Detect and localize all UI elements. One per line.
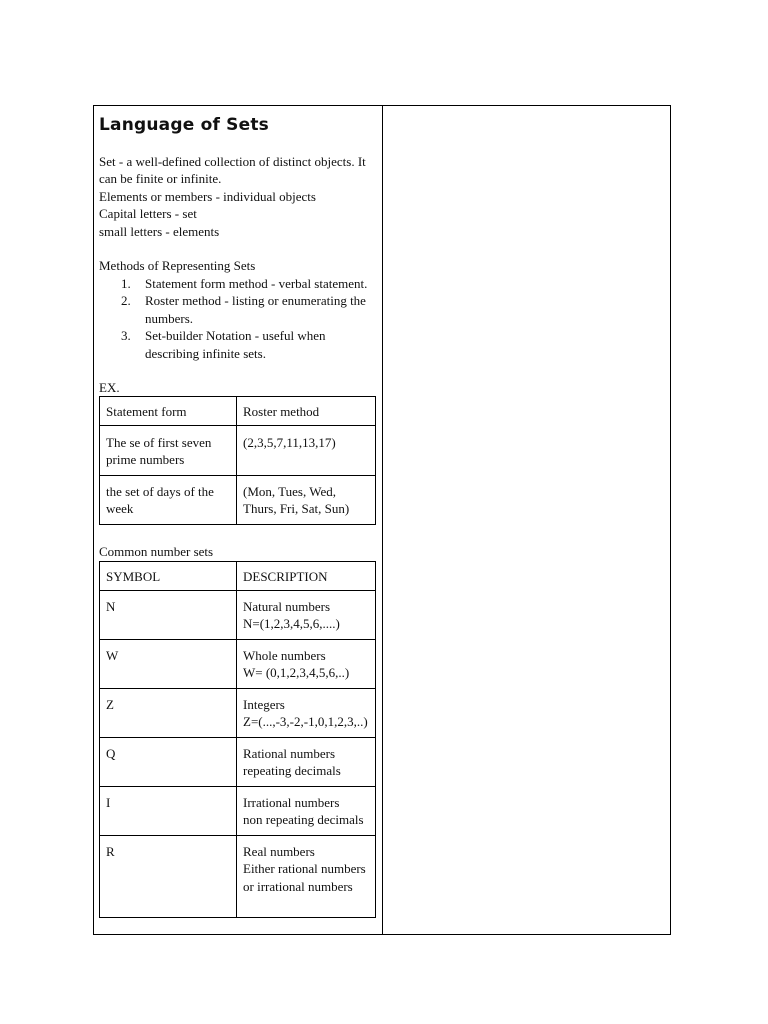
description-cell [237, 738, 376, 787]
description-line: Either rational numbers or irrational numbers [243, 861, 366, 894]
header-cell: SYMBOL [100, 562, 237, 591]
table-row [100, 836, 376, 918]
description-line: N=(1,2,3,4,5,6,....) [243, 616, 340, 632]
symbol-cell: Q [100, 738, 237, 787]
table-cell: (Mon, Tues, Wed, Thurs, Fri, Sat, Sun) [237, 476, 376, 525]
notes-column [94, 106, 383, 934]
description-cell [237, 787, 376, 836]
description-line: non repeating decimals [243, 812, 364, 828]
description-line: Z=(...,-3,-2,-1,0,1,2,3,..) [243, 714, 368, 730]
empty-right-column [383, 106, 670, 934]
method-item [99, 292, 377, 327]
description-cell [237, 836, 376, 918]
symbol-cell: W [100, 640, 237, 689]
method-text: Roster method - listing or enumerating the numbers. [145, 293, 366, 326]
description-cell [237, 689, 376, 738]
table-row [100, 640, 376, 689]
page-title: Language of Sets [99, 115, 269, 135]
table-row [100, 591, 376, 640]
method-item [99, 275, 377, 292]
definition-set: Set - a well-defined collection of distinct objects. It can be finite or infinite. [99, 154, 366, 187]
description-cell [237, 640, 376, 689]
description-line: Whole numbers [243, 648, 326, 663]
definitions [99, 153, 377, 240]
definition-elements: Elements or members - individual objects [99, 188, 316, 204]
table-row [100, 787, 376, 836]
definition-capital-letters: Capital letters - set [99, 206, 197, 222]
symbol-cell: I [100, 787, 237, 836]
table-row [100, 476, 376, 525]
description-line: Integers [243, 697, 285, 712]
table-cell: The se of first seven prime numbers [100, 426, 237, 476]
table-header-row [100, 562, 376, 591]
description-line: repeating decimals [243, 763, 341, 779]
header-cell: DESCRIPTION [237, 562, 376, 591]
description-line: W= (0,1,2,3,4,5,6,..) [243, 665, 350, 681]
method-text: Statement form method - verbal statement. [145, 276, 368, 291]
example-label: EX. [99, 380, 120, 395]
description-cell [237, 591, 376, 640]
header-cell: Statement form [100, 397, 237, 426]
description-line: Real numbers [243, 844, 315, 859]
table-cell: (2,3,5,7,11,13,17) [237, 426, 376, 476]
symbol-cell: N [100, 591, 237, 640]
method-number: 2. [121, 293, 131, 309]
definition-small-letters: small letters - elements [99, 223, 220, 239]
number-sets-table [99, 561, 376, 918]
page-frame [93, 105, 671, 935]
table-row [100, 689, 376, 738]
method-number: 1. [121, 276, 131, 291]
number-sets-heading: Common number sets [99, 544, 214, 559]
description-line: Natural numbers [243, 599, 331, 614]
description-line: Rational numbers [243, 746, 336, 761]
description-line: Irrational numbers [243, 795, 340, 810]
methods-heading: Methods of Representing Sets [99, 258, 256, 273]
symbol-cell: R [100, 836, 237, 918]
example-table [99, 396, 376, 525]
table-header-row [100, 397, 376, 426]
table-row [100, 738, 376, 787]
method-item [99, 327, 377, 362]
table-row [100, 426, 376, 476]
symbol-cell: Z [100, 689, 237, 738]
methods-list [99, 275, 377, 362]
method-text: Set-builder Notation - useful when describing infinite sets. [145, 328, 326, 361]
header-cell: Roster method [237, 397, 376, 426]
table-cell: the set of days of the week [100, 476, 237, 525]
method-number: 3. [121, 328, 131, 344]
